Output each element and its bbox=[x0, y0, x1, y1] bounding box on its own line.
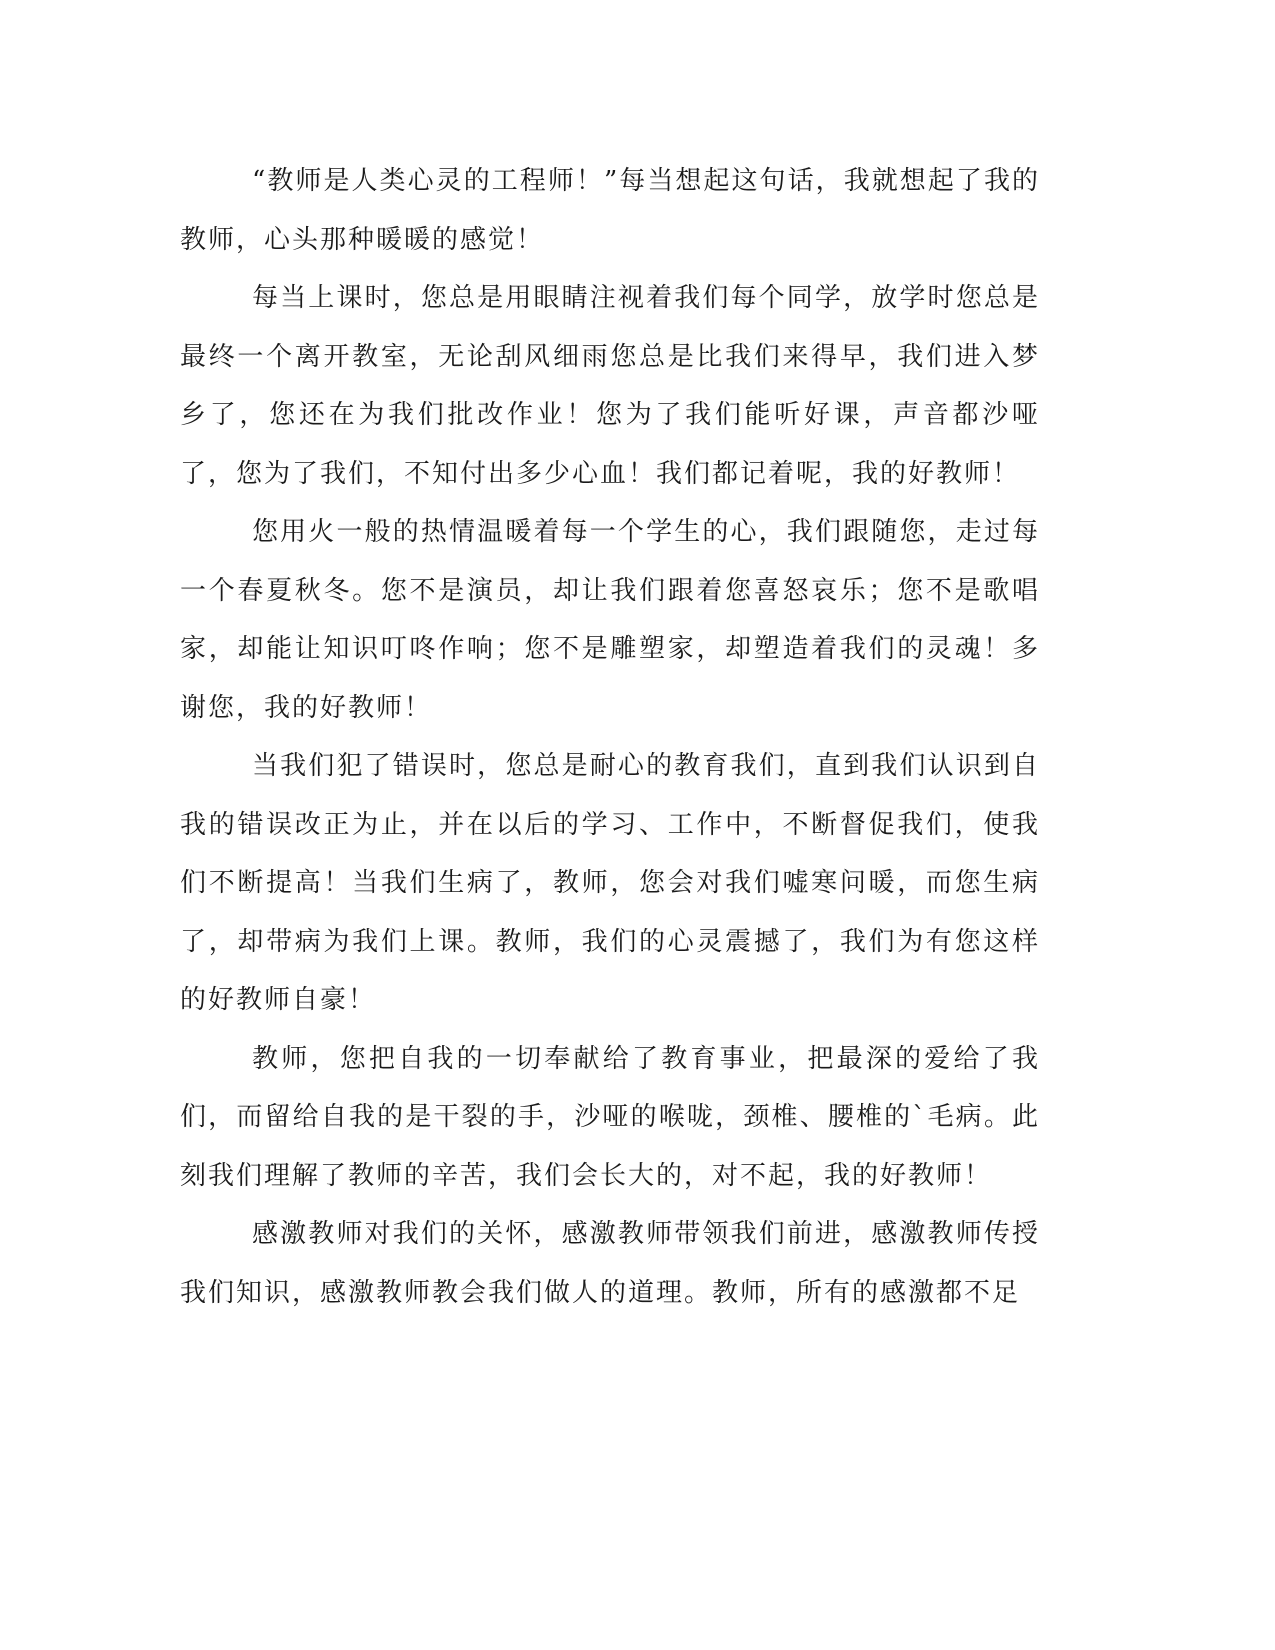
paragraph-3: 您用火一般的热情温暖着每一个学生的心，我们跟随您，走过每一个春夏秋冬。您不是演员，却让我们跟着您喜怒哀乐；您不是歌唱家，却能让知识叮咚作响；您不是雕塑家，却塑造着我们的灵魂！多谢您，我的好教师！ bbox=[180, 517, 1040, 723]
body-text bbox=[180, 152, 1040, 1322]
paragraph-6: 感激教师对我们的关怀，感激教师带领我们前进，感激教师传授我们知识，感激教师教会我们做人的道理。教师，所有的感激都不足 bbox=[180, 1219, 1040, 1308]
paragraph-1: “教师是人类心灵的工程师！”每当想起这句话，我就想起了我的教师，心头那种暖暖的感觉！ bbox=[180, 166, 1040, 255]
paragraph-4: 当我们犯了错误时，您总是耐心的教育我们，直到我们认识到自我的错误改正为止，并在以后的学习、工作中，不断督促我们，使我们不断提高！当我们生病了，教师，您会对我们嘘寒问暖，而您生病了，却带病为我们上课。教师，我们的心灵震撼了，我们为有您这样的好教师自豪！ bbox=[180, 751, 1040, 1015]
paragraph-5: 教师，您把自我的一切奉献给了教育事业，把最深的爱给了我们，而留给自我的是干裂的手，沙哑的喉咙，颈椎、腰椎的`毛病。此刻我们理解了教师的辛苦，我们会长大的，对不起，我的好教师！ bbox=[180, 1043, 1040, 1191]
paragraph-2: 每当上课时，您总是用眼睛注视着我们每个同学，放学时您总是最终一个离开教室，无论刮风细雨您总是比我们来得早，我们进入梦乡了，您还在为我们批改作业！您为了我们能听好课，声音都沙哑了，您为了我们，不知付出多少心血！我们都记着呢，我的好教师！ bbox=[180, 283, 1040, 489]
